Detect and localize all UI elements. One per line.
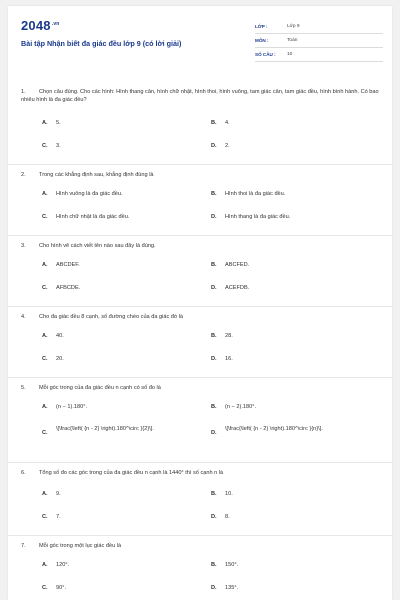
- option-letter: B.: [211, 191, 217, 197]
- option-c[interactable]: [42, 284, 181, 292]
- document-page: [8, 6, 392, 600]
- option-text: ABCDEF.: [56, 262, 80, 268]
- option-text: 28.: [225, 333, 233, 339]
- document-meta: [255, 21, 383, 63]
- document-header: [8, 6, 392, 68]
- option-text: 2.: [225, 143, 230, 149]
- option-d[interactable]: [211, 213, 350, 221]
- option-letter: D.: [211, 285, 217, 291]
- option-c[interactable]: [42, 513, 181, 521]
- option-d[interactable]: [211, 425, 350, 437]
- question-number: 2.: [21, 172, 26, 178]
- question-number: 7.: [21, 543, 26, 549]
- option-text: 20.: [56, 356, 64, 362]
- option-c[interactable]: [42, 142, 181, 150]
- option-b[interactable]: [211, 561, 350, 569]
- option-a[interactable]: [42, 490, 181, 498]
- meta-label: SỐ CÂU :: [255, 52, 276, 58]
- question-body: Tổng số đo các góc trong của đa giác đều n cạnh là 1440° thì số cạnh n là: [39, 470, 224, 476]
- question-number: 6.: [21, 470, 26, 476]
- option-c[interactable]: [42, 584, 181, 592]
- option-b[interactable]: [211, 490, 350, 498]
- meta-value: Toán: [287, 38, 298, 44]
- option-letter: A.: [42, 404, 48, 410]
- question-list: [8, 82, 392, 600]
- option-text: 10.: [225, 491, 233, 497]
- question-text: [21, 384, 380, 392]
- option-text: 40.: [56, 333, 64, 339]
- option-a[interactable]: [42, 119, 181, 127]
- option-text: \[\frac{\left( {n - 2} \right).180^\circ }{2}\].: [56, 426, 154, 432]
- option-text: Hình thang là đa giác đều.: [225, 214, 291, 220]
- option-letter: A.: [42, 120, 48, 126]
- option-b[interactable]: [211, 119, 350, 127]
- question-item: [8, 165, 392, 236]
- question-body: Chọn câu đúng. Cho các hình: Hình thang cân, hình chữ nhật, hình thoi, hình vuông, tam giác cân, tam giác đều, hình bình hành. Có bao nhiêu hình là đa giác đều?: [21, 89, 379, 104]
- meta-value: Lớp 9: [287, 24, 300, 30]
- question-text: [21, 469, 380, 477]
- option-b[interactable]: [211, 332, 350, 340]
- question-body: Mỗi góc trong một lục giác đều là: [39, 543, 122, 549]
- question-text: [21, 542, 380, 550]
- question-item: [8, 463, 392, 536]
- option-letter: C.: [42, 214, 48, 220]
- option-b[interactable]: [211, 261, 350, 269]
- option-text: 150°.: [225, 562, 239, 568]
- option-letter: B.: [211, 491, 217, 497]
- option-text: 7.: [56, 514, 61, 520]
- question-text: [21, 313, 380, 321]
- option-letter: C.: [42, 143, 48, 149]
- option-text: AFBCDE.: [56, 285, 81, 291]
- option-letter: A.: [42, 562, 48, 568]
- question-item: [8, 82, 392, 165]
- option-text: (n − 2).180°.: [225, 404, 257, 410]
- option-a[interactable]: [42, 403, 181, 411]
- option-letter: D.: [211, 430, 217, 436]
- option-text: \[\frac{\left( {n - 2} \right).180^\circ }{n}\].: [225, 426, 323, 432]
- option-text: 3.: [56, 143, 61, 149]
- meta-row-class: [255, 21, 383, 34]
- option-text: Hình vuông là đa giác đều.: [56, 191, 123, 197]
- option-letter: C.: [42, 285, 48, 291]
- option-d[interactable]: [211, 142, 350, 150]
- option-b[interactable]: [211, 403, 350, 411]
- meta-row-count: [255, 49, 383, 62]
- option-letter: A.: [42, 262, 48, 268]
- question-item: [8, 378, 392, 463]
- option-letter: A.: [42, 333, 48, 339]
- question-body: Trong các khẳng định sau, khẳng định đúng là: [39, 172, 154, 178]
- question-text: [21, 242, 380, 250]
- option-b[interactable]: [211, 190, 350, 198]
- option-text: 9.: [56, 491, 61, 497]
- option-text: Hình chữ nhật là đa giác đều.: [56, 214, 130, 220]
- option-a[interactable]: [42, 332, 181, 340]
- question-number: 5.: [21, 385, 26, 391]
- question-body: Cho đa giác đều 8 cạnh, số đường chéo của đa giác đó là: [39, 314, 183, 320]
- option-text: ACEFDB.: [225, 285, 250, 291]
- option-text: 135°.: [225, 585, 239, 591]
- option-d[interactable]: [211, 355, 350, 363]
- option-a[interactable]: [42, 261, 181, 269]
- option-text: 5.: [56, 120, 61, 126]
- option-letter: D.: [211, 585, 217, 591]
- option-letter: A.: [42, 491, 48, 497]
- option-d[interactable]: [211, 284, 350, 292]
- option-d[interactable]: [211, 584, 350, 592]
- question-number: 4.: [21, 314, 26, 320]
- option-letter: D.: [211, 356, 217, 362]
- option-letter: B.: [211, 262, 217, 268]
- meta-row-subject: [255, 35, 383, 48]
- option-text: 4.: [225, 120, 230, 126]
- brand-tld: .vn: [51, 20, 60, 27]
- meta-label: MÔN :: [255, 38, 269, 44]
- option-letter: C.: [42, 430, 48, 436]
- question-number: 1.: [21, 89, 26, 95]
- question-item: [8, 536, 392, 600]
- question-item: [8, 307, 392, 378]
- brand-logo[interactable]: [21, 18, 60, 33]
- option-text: 90°.: [56, 585, 67, 591]
- option-c[interactable]: [42, 425, 181, 437]
- option-a[interactable]: [42, 190, 181, 198]
- option-letter: D.: [211, 214, 217, 220]
- option-text: ABCFED.: [225, 262, 250, 268]
- option-text: (n − 1).180°.: [56, 404, 88, 410]
- meta-label: LỚP :: [255, 24, 268, 30]
- question-text: [21, 171, 380, 179]
- option-a[interactable]: [42, 561, 181, 569]
- option-letter: C.: [42, 585, 48, 591]
- option-letter: A.: [42, 191, 48, 197]
- option-text: Hình thoi là đa giác đều.: [225, 191, 286, 197]
- option-c[interactable]: [42, 355, 181, 363]
- option-text: 120°.: [56, 562, 70, 568]
- question-number: 3.: [21, 243, 26, 249]
- option-letter: B.: [211, 562, 217, 568]
- option-letter: D.: [211, 143, 217, 149]
- option-text: 16.: [225, 356, 233, 362]
- page-title: Bài tập Nhận biết đa giác đều lớp 9 (có lời giải): [21, 39, 182, 48]
- meta-value: 10: [287, 52, 293, 58]
- option-c[interactable]: [42, 213, 181, 221]
- option-letter: B.: [211, 404, 217, 410]
- option-letter: C.: [42, 514, 48, 520]
- option-letter: D.: [211, 514, 217, 520]
- option-letter: B.: [211, 333, 217, 339]
- question-item: [8, 236, 392, 307]
- question-text: [21, 88, 380, 104]
- question-body: Cho hình vẽ cách viết tên nào sau đây là đúng.: [39, 243, 156, 249]
- option-d[interactable]: [211, 513, 350, 521]
- option-letter: C.: [42, 356, 48, 362]
- option-letter: B.: [211, 120, 217, 126]
- question-body: Mỗi góc trong của đa giác đều n cạnh có số đo là: [39, 385, 161, 391]
- option-text: 8.: [225, 514, 230, 520]
- brand-name: 2048: [21, 18, 51, 33]
